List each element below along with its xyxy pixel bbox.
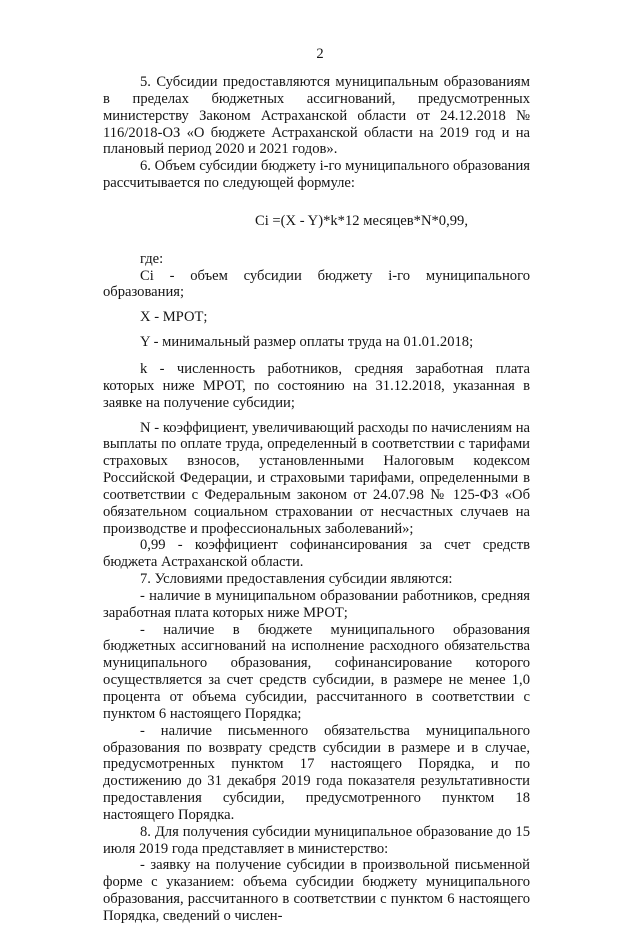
paragraph-7-conditions: 7. Условиями предоставления субсидии являются: [140, 571, 453, 588]
definition-x: X - МРОТ; [140, 309, 208, 326]
condition-written-obligation: - наличие письменного обязательства муниципального образования по возврату средств субсидии в размере и в случае, предусмотренных пунктом 17 настоящего Порядка, и по достижению до 31 декабря 2019 года показателя результативности предоставления субсидии, предусмотренного пунктом 18 настоящего Порядка. [103, 722, 530, 823]
page-number: 2 [316, 46, 324, 62]
subsidy-formula: Ci =(X - Y)*k*12 месяцев*N*0,99, [255, 212, 468, 229]
definition-n: N - коэффициент, увеличивающий расходы по начислениям на выплаты по оплате труда, определенный в соответствии с тарифами страховых взносов, установленными Налоговым кодексом Российской Федерации, и страховыми тарифами, определенными в соответствии с Федеральным законом от 24.07.98 № 125-ФЗ «Об обязательном социальном страховании от несчастных случаев на производстве и профессиональных заболеваний»; [103, 419, 530, 537]
paragraph-8-application: 8. Для получения субсидии муниципальное образование до 15 июля 2019 года представляет в министерство: [103, 823, 530, 857]
condition-budget-allocations: - наличие в бюджете муниципального образования бюджетных ассигнований на исполнение расходного обязательства муниципального образования, софинансирование которого осуществляется за счет средств субсидии, в размере не менее 1,0 процента от объема субсидии, рассчитанного в соответствии с пунктом 6 настоящего Порядка; [103, 621, 530, 722]
condition-low-wage-workers: - наличие в муниципальном образовании работников, средняя заработная плата которых ниже МРОТ; [103, 587, 530, 621]
document-body [103, 74, 530, 925]
application-request-item: - заявку на получение субсидии в произвольной письменной форме с указанием: объема субсидии бюджету муниципального образования, рассчитанного в соответствии с пунктом 6 настоящего Порядка, сведений о числен- [103, 857, 530, 924]
paragraph-6-subsidy-volume: 6. Объем субсидии бюджету i-го муниципального образования рассчитывается по следующей формуле: [103, 158, 530, 192]
definition-k: k - численность работников, средняя заработная плата которых ниже МРОТ, по состоянию на 31.12.2018, указанная в заявке на получение субсидии; [103, 360, 530, 411]
where-label: где: [140, 250, 164, 267]
definition-ci: Ci - объем субсидии бюджету i-го муниципального образования; [103, 267, 530, 301]
definition-y: Y - минимальный размер оплаты труда на 01.01.2018; [140, 334, 474, 351]
paragraph-5-budget-allocations: 5. Субсидии предоставляются муниципальным образованиям в пределах бюджетных ассигнований, предусмотренных министерству Законом Астраханской области от 24.12.2018 № 116/2018-ОЗ «О бюджете Астраханской области на 2019 год и на плановый период 2020 и 2021 годов». [103, 74, 530, 158]
definition-coefficient: 0,99 - коэффициент софинансирования за счет средств бюджета Астраханской области. [103, 537, 530, 571]
